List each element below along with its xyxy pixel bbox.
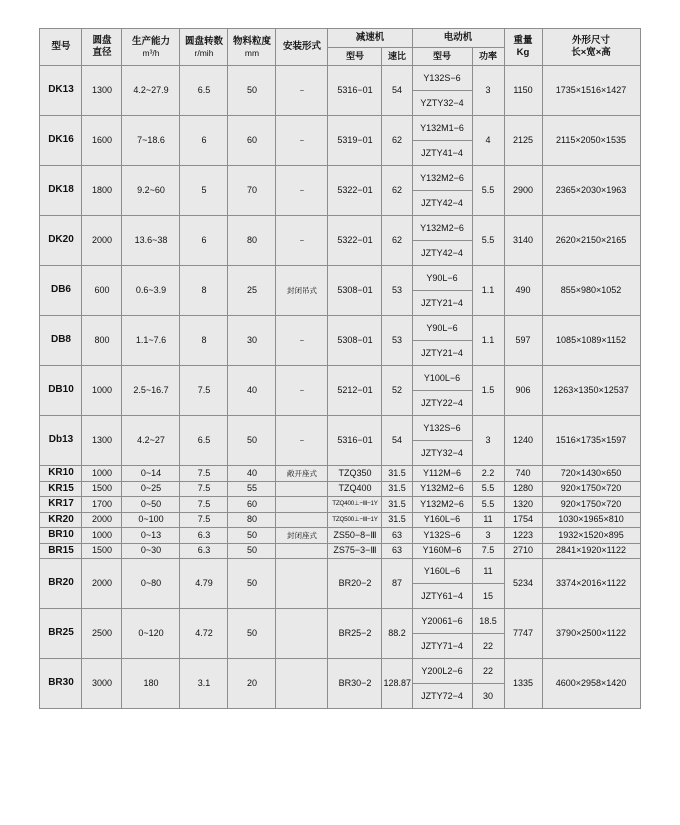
cell-granularity: 25 — [228, 266, 276, 316]
cell-disc-speed: 7.5 — [180, 366, 228, 416]
cell-dimensions: 4600×2958×1420 — [542, 659, 640, 709]
cell-granularity: 50 — [228, 543, 276, 559]
cell-model: KR15 — [40, 481, 82, 497]
cell-motor-power: 22 — [472, 659, 504, 684]
header-dimensions-line2: 长×宽×高 — [571, 47, 611, 59]
header-motor-model: 型号 — [412, 47, 472, 65]
cell-weight: 1280 — [504, 481, 542, 497]
cell-capacity: 4.2~27 — [122, 416, 180, 466]
cell-disc-diameter: 800 — [82, 316, 122, 366]
cell-granularity: 60 — [228, 497, 276, 513]
cell-model: BR20 — [40, 559, 82, 609]
cell-granularity: 40 — [228, 466, 276, 482]
cell-motor-model: Y160M−6 — [412, 543, 472, 559]
cell-dimensions: 855×980×1052 — [542, 266, 640, 316]
cell-disc-speed: 6 — [180, 216, 228, 266]
cell-reducer-model: TZQ400⊥−Ⅲ−1Y — [328, 497, 382, 513]
cell-dimensions: 1030×1965×810 — [542, 512, 640, 528]
cell-capacity: 0~30 — [122, 543, 180, 559]
cell-granularity: 70 — [228, 166, 276, 216]
cell-motor-model: Y132M1−6 — [412, 116, 472, 141]
cell-dimensions: 1735×1516×1427 — [542, 66, 640, 116]
cell-motor-model: JZTY71−4 — [412, 634, 472, 659]
cell-dimensions: 720×1430×650 — [542, 466, 640, 482]
header-disc-diameter-line1: 圆盘 — [92, 35, 112, 47]
cell-capacity: 0.6~3.9 — [122, 266, 180, 316]
cell-weight: 2125 — [504, 116, 542, 166]
cell-weight: 2710 — [504, 543, 542, 559]
cell-install — [276, 512, 328, 528]
cell-reducer-ratio: 63 — [382, 528, 412, 544]
header-disc-diameter-line2: 直径 — [92, 47, 112, 59]
header-reducer-model: 型号 — [328, 47, 382, 65]
cell-motor-power: 30 — [472, 684, 504, 709]
cell-capacity: 7~18.6 — [122, 116, 180, 166]
cell-model: KR17 — [40, 497, 82, 513]
cell-reducer-ratio: 53 — [382, 266, 412, 316]
cell-install: − — [276, 166, 328, 216]
cell-motor-model: Y132S−6 — [412, 528, 472, 544]
cell-capacity: 0~100 — [122, 512, 180, 528]
cell-install — [276, 543, 328, 559]
cell-capacity: 9.2~60 — [122, 166, 180, 216]
cell-granularity: 50 — [228, 528, 276, 544]
cell-reducer-model: BR25−2 — [328, 609, 382, 659]
header-disc-diameter — [82, 29, 122, 66]
cell-dimensions: 1263×1350×12537 — [542, 366, 640, 416]
cell-motor-power: 1.5 — [472, 366, 504, 416]
cell-granularity: 60 — [228, 116, 276, 166]
cell-reducer-model: BR30−2 — [328, 659, 382, 709]
cell-motor-power: 7.5 — [472, 543, 504, 559]
cell-install: − — [276, 366, 328, 416]
cell-motor-model: Y160L−6 — [412, 512, 472, 528]
header-motor: 电动机 — [412, 29, 504, 48]
cell-disc-speed: 7.5 — [180, 481, 228, 497]
table-row — [40, 116, 640, 141]
cell-reducer-ratio: 31.5 — [382, 512, 412, 528]
cell-dimensions: 2365×2030×1963 — [542, 166, 640, 216]
cell-reducer-ratio: 62 — [382, 216, 412, 266]
cell-capacity: 0~13 — [122, 528, 180, 544]
cell-model: BR15 — [40, 543, 82, 559]
header-motor-power: 功率 — [472, 47, 504, 65]
cell-capacity: 1.1~7.6 — [122, 316, 180, 366]
header-disc-speed — [180, 29, 228, 66]
cell-motor-model: Y200L2−6 — [412, 659, 472, 684]
cell-motor-power: 15 — [472, 584, 504, 609]
cell-weight: 1150 — [504, 66, 542, 116]
cell-capacity: 4.2~27.9 — [122, 66, 180, 116]
cell-reducer-model: 5316−01 — [328, 416, 382, 466]
cell-granularity: 40 — [228, 366, 276, 416]
cell-reducer-model: 5322−01 — [328, 216, 382, 266]
cell-capacity: 2.5~16.7 — [122, 366, 180, 416]
cell-motor-model: Y132S−6 — [412, 66, 472, 91]
cell-install: 封闭吊式 — [276, 266, 328, 316]
cell-disc-diameter: 1700 — [82, 497, 122, 513]
cell-install: − — [276, 316, 328, 366]
cell-dimensions: 2115×2050×1535 — [542, 116, 640, 166]
cell-motor-model: Y132M2−6 — [412, 166, 472, 191]
cell-disc-speed: 5 — [180, 166, 228, 216]
cell-motor-model: Y132M2−6 — [412, 216, 472, 241]
cell-motor-model: Y90L−6 — [412, 266, 472, 291]
cell-motor-power: 2.2 — [472, 466, 504, 482]
cell-disc-diameter: 1000 — [82, 466, 122, 482]
table-row — [40, 609, 640, 634]
cell-model: DB6 — [40, 266, 82, 316]
table-row — [40, 66, 640, 91]
cell-reducer-model: TZQ500⊥−Ⅲ−1Y — [328, 512, 382, 528]
cell-motor-power: 5.5 — [472, 166, 504, 216]
cell-disc-speed: 4.72 — [180, 609, 228, 659]
cell-disc-speed: 4.79 — [180, 559, 228, 609]
cell-disc-diameter: 1600 — [82, 116, 122, 166]
cell-reducer-ratio: 62 — [382, 166, 412, 216]
cell-motor-model: JZTY41−4 — [412, 141, 472, 166]
cell-granularity: 55 — [228, 481, 276, 497]
cell-disc-speed: 6 — [180, 116, 228, 166]
header-granularity-line1: 物料粒度 — [232, 35, 271, 47]
cell-disc-speed: 7.5 — [180, 512, 228, 528]
cell-disc-diameter: 2500 — [82, 609, 122, 659]
cell-reducer-model: 5316−01 — [328, 66, 382, 116]
table-row — [40, 659, 640, 684]
cell-weight: 5234 — [504, 559, 542, 609]
header-granularity — [228, 29, 276, 66]
cell-granularity: 50 — [228, 609, 276, 659]
cell-motor-power: 18.5 — [472, 609, 504, 634]
cell-motor-model: JZTY61−4 — [412, 584, 472, 609]
cell-motor-power: 4 — [472, 116, 504, 166]
cell-install: 封闭座式 — [276, 528, 328, 544]
cell-motor-model: Y112M−6 — [412, 466, 472, 482]
cell-motor-model: JZTY42−4 — [412, 241, 472, 266]
table-row — [40, 481, 640, 497]
cell-reducer-ratio: 52 — [382, 366, 412, 416]
cell-weight: 490 — [504, 266, 542, 316]
cell-granularity: 50 — [228, 66, 276, 116]
cell-model: KR20 — [40, 512, 82, 528]
cell-reducer-model: ZS50−8−Ⅲ — [328, 528, 382, 544]
cell-weight: 2900 — [504, 166, 542, 216]
cell-motor-power: 3 — [472, 528, 504, 544]
table-header-row-1 — [40, 29, 640, 48]
cell-motor-power: 5.5 — [472, 481, 504, 497]
cell-model: DK20 — [40, 216, 82, 266]
cell-granularity: 20 — [228, 659, 276, 709]
header-granularity-unit: mm — [244, 47, 260, 58]
cell-weight: 1240 — [504, 416, 542, 466]
cell-motor-power: 3 — [472, 416, 504, 466]
cell-install: 敞开座式 — [276, 466, 328, 482]
cell-dimensions: 1085×1089×1152 — [542, 316, 640, 366]
table-row — [40, 512, 640, 528]
cell-model: BR25 — [40, 609, 82, 659]
cell-disc-speed: 3.1 — [180, 659, 228, 709]
cell-motor-power: 5.5 — [472, 216, 504, 266]
header-disc-speed-unit: r/mih — [194, 47, 214, 58]
cell-motor-power: 5.5 — [472, 497, 504, 513]
cell-motor-model: Y132S−6 — [412, 416, 472, 441]
cell-dimensions: 920×1750×720 — [542, 481, 640, 497]
table-row — [40, 266, 640, 291]
cell-weight: 3140 — [504, 216, 542, 266]
cell-motor-model: Y132M2−6 — [412, 497, 472, 513]
cell-capacity: 180 — [122, 659, 180, 709]
cell-reducer-model: TZQ350 — [328, 466, 382, 482]
cell-capacity: 0~25 — [122, 481, 180, 497]
cell-reducer-model: 5212−01 — [328, 366, 382, 416]
cell-motor-model: JZTY42−4 — [412, 191, 472, 216]
header-install: 安装形式 — [276, 29, 328, 66]
cell-weight: 1223 — [504, 528, 542, 544]
cell-reducer-model: 5308−01 — [328, 266, 382, 316]
cell-dimensions: 1932×1520×895 — [542, 528, 640, 544]
cell-motor-power: 3 — [472, 66, 504, 116]
cell-install: − — [276, 66, 328, 116]
cell-dimensions: 3374×2016×1122 — [542, 559, 640, 609]
cell-weight: 740 — [504, 466, 542, 482]
cell-reducer-ratio: 54 — [382, 416, 412, 466]
cell-capacity: 0~50 — [122, 497, 180, 513]
cell-reducer-model: ZS75−3−Ⅲ — [328, 543, 382, 559]
cell-motor-model: Y20061−6 — [412, 609, 472, 634]
cell-motor-model: Y100L−6 — [412, 366, 472, 391]
cell-motor-model: JZTY72−4 — [412, 684, 472, 709]
header-weight — [504, 29, 542, 66]
header-model: 型号 — [40, 29, 82, 66]
cell-motor-model: YZTY32−4 — [412, 91, 472, 116]
header-dimensions-line1: 外形尺寸 — [572, 35, 611, 47]
cell-disc-diameter: 3000 — [82, 659, 122, 709]
cell-disc-diameter: 1800 — [82, 166, 122, 216]
cell-reducer-ratio: 87 — [382, 559, 412, 609]
header-capacity — [122, 29, 180, 66]
table-row — [40, 559, 640, 584]
cell-disc-speed: 6.3 — [180, 543, 228, 559]
cell-motor-power: 1.1 — [472, 316, 504, 366]
cell-disc-diameter: 2000 — [82, 512, 122, 528]
table-row — [40, 166, 640, 191]
cell-motor-power: 11 — [472, 512, 504, 528]
cell-model: BR30 — [40, 659, 82, 709]
cell-reducer-model: 5322−01 — [328, 166, 382, 216]
header-capacity-unit: m³/h — [142, 47, 160, 58]
header-dimensions — [542, 29, 640, 66]
cell-disc-diameter: 1300 — [82, 416, 122, 466]
cell-weight: 7747 — [504, 609, 542, 659]
cell-disc-speed: 7.5 — [180, 497, 228, 513]
cell-disc-diameter: 2000 — [82, 216, 122, 266]
cell-model: DK13 — [40, 66, 82, 116]
cell-disc-diameter: 2000 — [82, 559, 122, 609]
table-row — [40, 216, 640, 241]
cell-install — [276, 497, 328, 513]
cell-dimensions: 920×1750×720 — [542, 497, 640, 513]
cell-disc-speed: 8 — [180, 316, 228, 366]
cell-model: BR10 — [40, 528, 82, 544]
cell-disc-diameter: 1500 — [82, 481, 122, 497]
cell-model: DK16 — [40, 116, 82, 166]
cell-disc-speed: 7.5 — [180, 466, 228, 482]
cell-reducer-ratio: 31.5 — [382, 481, 412, 497]
cell-reducer-ratio: 62 — [382, 116, 412, 166]
cell-granularity: 50 — [228, 416, 276, 466]
cell-reducer-model: 5308−01 — [328, 316, 382, 366]
cell-disc-diameter: 1000 — [82, 366, 122, 416]
cell-model: Db13 — [40, 416, 82, 466]
table-row — [40, 366, 640, 391]
cell-capacity: 0~120 — [122, 609, 180, 659]
table-row — [40, 316, 640, 341]
table-row — [40, 416, 640, 441]
cell-install — [276, 481, 328, 497]
cell-reducer-ratio: 31.5 — [382, 466, 412, 482]
header-weight-line1: 重量 — [513, 35, 533, 47]
cell-reducer-ratio: 128.87 — [382, 659, 412, 709]
cell-model: DK18 — [40, 166, 82, 216]
cell-disc-speed: 8 — [180, 266, 228, 316]
cell-install: − — [276, 416, 328, 466]
cell-granularity: 50 — [228, 559, 276, 609]
cell-capacity: 0~80 — [122, 559, 180, 609]
table-body — [40, 66, 640, 709]
cell-model: KR10 — [40, 466, 82, 482]
cell-motor-power: 22 — [472, 634, 504, 659]
cell-weight: 597 — [504, 316, 542, 366]
cell-disc-speed: 6.5 — [180, 66, 228, 116]
cell-disc-diameter: 1300 — [82, 66, 122, 116]
cell-reducer-ratio: 88.2 — [382, 609, 412, 659]
cell-install: − — [276, 216, 328, 266]
cell-motor-model: JZTY21−4 — [412, 341, 472, 366]
cell-install — [276, 559, 328, 609]
cell-disc-diameter: 1500 — [82, 543, 122, 559]
cell-model: DB8 — [40, 316, 82, 366]
cell-weight: 1320 — [504, 497, 542, 513]
cell-dimensions: 1516×1735×1597 — [542, 416, 640, 466]
cell-install — [276, 609, 328, 659]
cell-granularity: 80 — [228, 216, 276, 266]
cell-motor-model: Y132M2−6 — [412, 481, 472, 497]
cell-reducer-model: TZQ400 — [328, 481, 382, 497]
header-capacity-line1: 生产能力 — [131, 35, 170, 47]
cell-granularity: 80 — [228, 512, 276, 528]
cell-reducer-ratio: 63 — [382, 543, 412, 559]
cell-reducer-ratio: 54 — [382, 66, 412, 116]
cell-reducer-model: BR20−2 — [328, 559, 382, 609]
cell-capacity: 0~14 — [122, 466, 180, 482]
cell-disc-diameter: 600 — [82, 266, 122, 316]
cell-weight: 906 — [504, 366, 542, 416]
cell-disc-speed: 6.3 — [180, 528, 228, 544]
header-reducer-ratio: 速比 — [382, 47, 412, 65]
header-reducer: 减速机 — [328, 29, 412, 48]
table-row — [40, 466, 640, 482]
cell-motor-model: Y160L−6 — [412, 559, 472, 584]
cell-motor-model: JZTY32−4 — [412, 441, 472, 466]
cell-motor-model: Y90L−6 — [412, 316, 472, 341]
cell-install: − — [276, 116, 328, 166]
cell-motor-power: 11 — [472, 559, 504, 584]
table-row — [40, 528, 640, 544]
cell-motor-model: JZTY22−4 — [412, 391, 472, 416]
cell-dimensions: 2841×1920×1122 — [542, 543, 640, 559]
cell-reducer-ratio: 53 — [382, 316, 412, 366]
cell-disc-speed: 6.5 — [180, 416, 228, 466]
cell-capacity: 13.6~38 — [122, 216, 180, 266]
cell-motor-power: 1.1 — [472, 266, 504, 316]
cell-install — [276, 659, 328, 709]
table-row — [40, 497, 640, 513]
cell-weight: 1335 — [504, 659, 542, 709]
cell-dimensions: 3790×2500×1122 — [542, 609, 640, 659]
header-disc-speed-line1: 圆盘转数 — [184, 35, 223, 47]
cell-weight: 1754 — [504, 512, 542, 528]
specification-table — [39, 28, 640, 709]
cell-motor-model: JZTY21−4 — [412, 291, 472, 316]
cell-dimensions: 2620×2150×2165 — [542, 216, 640, 266]
cell-reducer-ratio: 31.5 — [382, 497, 412, 513]
cell-reducer-model: 5319−01 — [328, 116, 382, 166]
cell-disc-diameter: 1000 — [82, 528, 122, 544]
cell-granularity: 30 — [228, 316, 276, 366]
cell-model: DB10 — [40, 366, 82, 416]
table-row — [40, 543, 640, 559]
header-weight-unit: Kg — [516, 47, 530, 59]
